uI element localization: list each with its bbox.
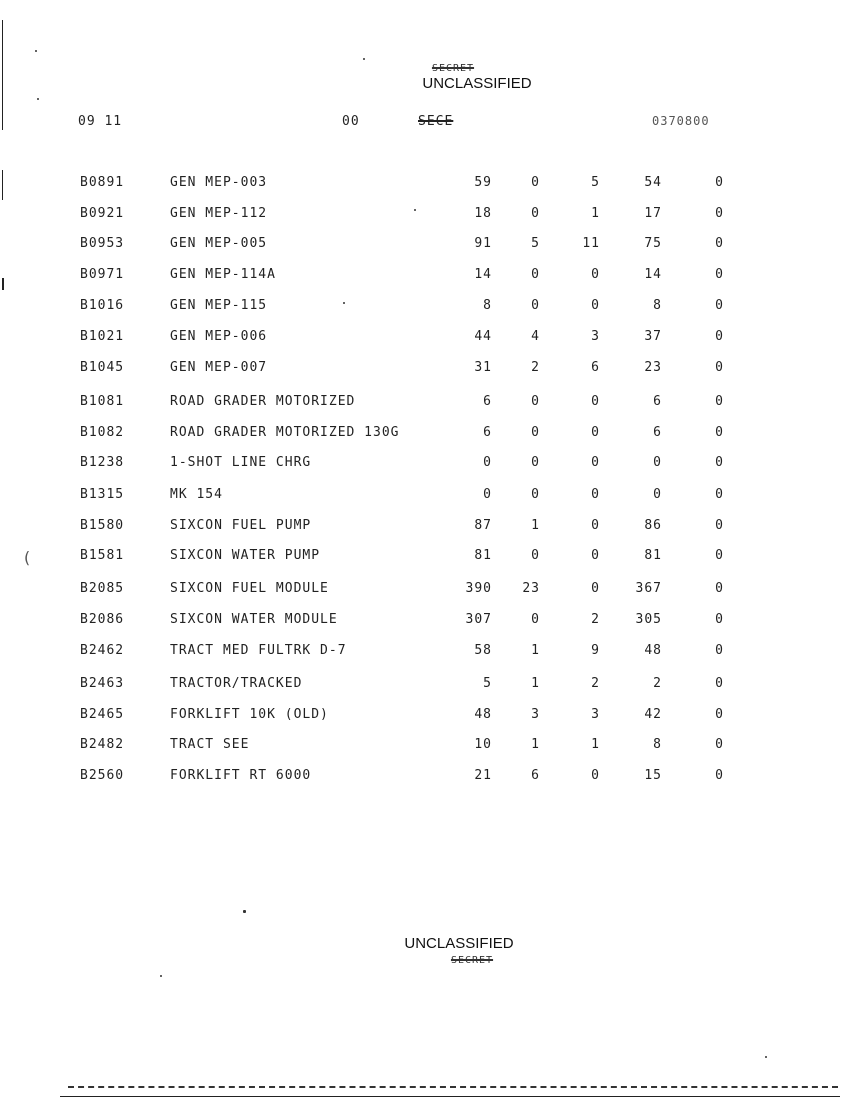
row-qty-4: 8 (653, 298, 662, 313)
scan-speck (765, 1056, 767, 1058)
row-code: B1016 (80, 298, 125, 313)
table-row (0, 360, 850, 380)
row-qty-5: 0 (715, 581, 724, 596)
row-qty-2: 3 (531, 707, 540, 722)
row-qty-1: 5 (483, 676, 492, 691)
row-qty-4: 15 (644, 768, 662, 783)
row-code: B1081 (80, 394, 125, 409)
row-qty-1: 91 (474, 236, 492, 251)
row-qty-4: 6 (653, 394, 662, 409)
row-description: 1-SHOT LINE CHRG (170, 455, 312, 470)
row-description: TRACT SEE (170, 737, 250, 752)
row-qty-3: 2 (591, 676, 600, 691)
struck-classification-top: SECRET (431, 63, 475, 74)
row-description: SIXCON WATER MODULE (170, 612, 338, 627)
scan-mark: ( (22, 548, 32, 567)
table-row (0, 643, 850, 663)
row-qty-4: 75 (644, 236, 662, 251)
row-qty-1: 18 (474, 206, 492, 221)
row-qty-2: 0 (531, 487, 540, 502)
row-qty-2: 0 (531, 267, 540, 282)
row-qty-2: 1 (531, 737, 540, 752)
row-code: B1315 (80, 487, 125, 502)
scan-speck (37, 98, 39, 100)
row-qty-1: 87 (474, 518, 492, 533)
row-qty-3: 3 (591, 329, 600, 344)
report-date: 09 11 (78, 114, 123, 129)
table-row (0, 487, 850, 507)
table-row (0, 175, 850, 195)
row-qty-3: 0 (591, 487, 600, 502)
row-qty-5: 0 (715, 768, 724, 783)
scan-speck (160, 975, 162, 977)
table-row (0, 707, 850, 727)
row-qty-3: 1 (591, 206, 600, 221)
row-code: B0953 (80, 236, 125, 251)
row-qty-1: 0 (483, 455, 492, 470)
row-description: ROAD GRADER MOTORIZED (170, 394, 356, 409)
row-qty-3: 1 (591, 737, 600, 752)
scan-speck (243, 910, 246, 913)
row-description: GEN MEP-114A (170, 267, 276, 282)
row-qty-4: 2 (653, 676, 662, 691)
table-row (0, 206, 850, 226)
classification-bottom: UNCLASSIFIED (404, 935, 514, 952)
row-description: GEN MEP-005 (170, 236, 268, 251)
row-qty-1: 6 (483, 394, 492, 409)
footer-dashed-rule (68, 1086, 838, 1088)
report-code: 00 (342, 114, 360, 129)
row-qty-3: 11 (582, 236, 600, 251)
row-qty-3: 5 (591, 175, 600, 190)
row-code: B0971 (80, 267, 125, 282)
row-qty-3: 0 (591, 425, 600, 440)
scan-edge-mark (2, 20, 3, 130)
table-row (0, 236, 850, 256)
row-qty-2: 0 (531, 394, 540, 409)
row-code: B2085 (80, 581, 125, 596)
row-qty-3: 0 (591, 455, 600, 470)
row-qty-5: 0 (715, 737, 724, 752)
row-qty-3: 0 (591, 548, 600, 563)
table-row (0, 455, 850, 475)
scan-edge-mark (2, 170, 3, 200)
row-qty-2: 0 (531, 206, 540, 221)
row-qty-5: 0 (715, 206, 724, 221)
row-code: B0891 (80, 175, 125, 190)
row-qty-3: 0 (591, 298, 600, 313)
row-qty-4: 37 (644, 329, 662, 344)
row-qty-1: 59 (474, 175, 492, 190)
document-number: 0370800 (652, 114, 710, 128)
scan-speck (343, 302, 345, 304)
table-row (0, 298, 850, 318)
row-qty-3: 6 (591, 360, 600, 375)
footer-rule (60, 1096, 840, 1097)
row-description: SIXCON FUEL MODULE (170, 581, 329, 596)
row-qty-1: 307 (465, 612, 492, 627)
row-code: B2560 (80, 768, 125, 783)
row-qty-2: 0 (531, 455, 540, 470)
row-code: B1021 (80, 329, 125, 344)
row-code: B1045 (80, 360, 125, 375)
row-qty-4: 48 (644, 643, 662, 658)
row-qty-5: 0 (715, 394, 724, 409)
table-row (0, 768, 850, 788)
row-qty-2: 0 (531, 175, 540, 190)
row-qty-5: 0 (715, 329, 724, 344)
row-qty-5: 0 (715, 676, 724, 691)
row-qty-2: 0 (531, 298, 540, 313)
row-qty-2: 6 (531, 768, 540, 783)
row-description: GEN MEP-003 (170, 175, 268, 190)
row-qty-4: 0 (653, 487, 662, 502)
scan-speck (35, 50, 37, 52)
row-qty-5: 0 (715, 175, 724, 190)
row-description: SIXCON WATER PUMP (170, 548, 321, 563)
scan-speck (363, 58, 365, 60)
row-qty-4: 86 (644, 518, 662, 533)
row-code: B1581 (80, 548, 125, 563)
struck-header-code: SECE (418, 114, 454, 129)
row-qty-3: 0 (591, 518, 600, 533)
table-row (0, 267, 850, 287)
row-qty-1: 21 (474, 768, 492, 783)
row-code: B2465 (80, 707, 125, 722)
row-description: TRACT MED FULTRK D-7 (170, 643, 347, 658)
row-qty-2: 4 (531, 329, 540, 344)
row-qty-5: 0 (715, 548, 724, 563)
row-qty-3: 0 (591, 768, 600, 783)
row-qty-2: 1 (531, 676, 540, 691)
row-qty-4: 54 (644, 175, 662, 190)
row-qty-5: 0 (715, 425, 724, 440)
row-qty-4: 0 (653, 455, 662, 470)
row-description: ROAD GRADER MOTORIZED 130G (170, 425, 400, 440)
row-qty-3: 0 (591, 581, 600, 596)
row-qty-5: 0 (715, 518, 724, 533)
row-description: GEN MEP-115 (170, 298, 268, 313)
row-qty-1: 48 (474, 707, 492, 722)
row-code: B2086 (80, 612, 125, 627)
table-row (0, 425, 850, 445)
row-qty-4: 8 (653, 737, 662, 752)
row-qty-5: 0 (715, 707, 724, 722)
table-row (0, 518, 850, 538)
row-qty-4: 23 (644, 360, 662, 375)
row-qty-2: 5 (531, 236, 540, 251)
row-code: B2462 (80, 643, 125, 658)
row-qty-2: 0 (531, 425, 540, 440)
table-row (0, 612, 850, 632)
row-qty-4: 42 (644, 707, 662, 722)
row-qty-1: 14 (474, 267, 492, 282)
scan-edge-mark (2, 278, 4, 290)
row-qty-3: 3 (591, 707, 600, 722)
row-qty-1: 44 (474, 329, 492, 344)
row-qty-2: 1 (531, 643, 540, 658)
row-qty-5: 0 (715, 455, 724, 470)
scan-speck (414, 209, 416, 211)
row-qty-5: 0 (715, 612, 724, 627)
row-qty-2: 2 (531, 360, 540, 375)
row-qty-4: 367 (635, 581, 662, 596)
row-qty-1: 81 (474, 548, 492, 563)
row-qty-1: 8 (483, 298, 492, 313)
table-row (0, 548, 850, 568)
row-qty-4: 17 (644, 206, 662, 221)
row-code: B1082 (80, 425, 125, 440)
row-description: MK 154 (170, 487, 223, 502)
row-qty-1: 390 (465, 581, 492, 596)
row-qty-3: 9 (591, 643, 600, 658)
row-qty-2: 0 (531, 612, 540, 627)
row-qty-5: 0 (715, 236, 724, 251)
row-qty-2: 0 (531, 548, 540, 563)
row-qty-4: 81 (644, 548, 662, 563)
struck-classification-bottom: SECRET (450, 955, 494, 966)
row-qty-2: 1 (531, 518, 540, 533)
row-qty-1: 31 (474, 360, 492, 375)
table-row (0, 676, 850, 696)
row-qty-5: 0 (715, 487, 724, 502)
row-description: GEN MEP-112 (170, 206, 268, 221)
row-qty-2: 23 (522, 581, 540, 596)
row-qty-4: 6 (653, 425, 662, 440)
row-qty-4: 305 (635, 612, 662, 627)
table-row (0, 737, 850, 757)
row-qty-1: 10 (474, 737, 492, 752)
row-qty-5: 0 (715, 298, 724, 313)
row-description: SIXCON FUEL PUMP (170, 518, 312, 533)
row-description: FORKLIFT RT 6000 (170, 768, 312, 783)
row-qty-4: 14 (644, 267, 662, 282)
table-row (0, 329, 850, 349)
row-qty-1: 6 (483, 425, 492, 440)
row-qty-5: 0 (715, 267, 724, 282)
row-qty-3: 0 (591, 267, 600, 282)
row-qty-5: 0 (715, 360, 724, 375)
row-code: B1580 (80, 518, 125, 533)
table-row (0, 581, 850, 601)
row-qty-1: 58 (474, 643, 492, 658)
row-qty-5: 0 (715, 643, 724, 658)
row-description: GEN MEP-006 (170, 329, 268, 344)
table-row (0, 394, 850, 414)
row-qty-3: 0 (591, 394, 600, 409)
row-code: B1238 (80, 455, 125, 470)
row-description: FORKLIFT 10K (OLD) (170, 707, 329, 722)
row-code: B2463 (80, 676, 125, 691)
row-qty-1: 0 (483, 487, 492, 502)
row-qty-3: 2 (591, 612, 600, 627)
row-description: TRACTOR/TRACKED (170, 676, 303, 691)
classification-top: UNCLASSIFIED (422, 75, 532, 92)
row-code: B2482 (80, 737, 125, 752)
row-code: B0921 (80, 206, 125, 221)
row-description: GEN MEP-007 (170, 360, 268, 375)
